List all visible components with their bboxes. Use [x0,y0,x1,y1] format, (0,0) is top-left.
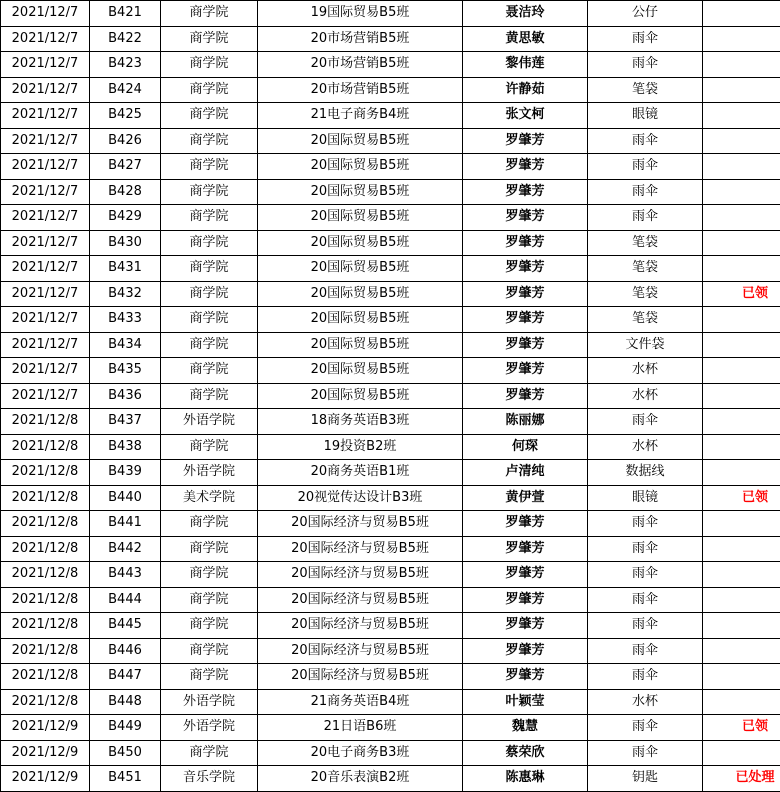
cell-date: 2021/12/8 [1,511,90,537]
cell-status: 已处理 [703,766,780,792]
cell-college: 商学院 [161,383,258,409]
cell-status [703,128,780,154]
cell-date: 2021/12/8 [1,536,90,562]
cell-item: 公仔 [588,1,703,27]
cell-name: 罗肇芳 [463,536,588,562]
cell-date: 2021/12/7 [1,128,90,154]
cell-college: 商学院 [161,740,258,766]
cell-code: B449 [90,715,161,741]
cell-name: 罗肇芳 [463,511,588,537]
cell-class: 20国际贸易B5班 [258,332,463,358]
cell-college: 商学院 [161,536,258,562]
cell-name: 黄思敏 [463,26,588,52]
cell-name: 罗肇芳 [463,281,588,307]
cell-college: 商学院 [161,205,258,231]
cell-date: 2021/12/9 [1,766,90,792]
table-row [1,128,780,154]
cell-code: B423 [90,52,161,78]
cell-date: 2021/12/7 [1,332,90,358]
cell-date: 2021/12/8 [1,613,90,639]
cell-code: B435 [90,358,161,384]
table-row [1,409,780,435]
cell-name: 蔡荣欣 [463,740,588,766]
cell-status [703,205,780,231]
cell-date: 2021/12/7 [1,281,90,307]
cell-status [703,740,780,766]
cell-code: B439 [90,460,161,486]
cell-class: 20视觉传达设计B3班 [258,485,463,511]
cell-college: 外语学院 [161,460,258,486]
cell-code: B426 [90,128,161,154]
cell-college: 商学院 [161,613,258,639]
cell-code: B445 [90,613,161,639]
cell-date: 2021/12/7 [1,1,90,27]
cell-date: 2021/12/7 [1,103,90,129]
table-row [1,205,780,231]
cell-status [703,638,780,664]
table-row [1,638,780,664]
table-row [1,740,780,766]
cell-college: 外语学院 [161,689,258,715]
cell-college: 商学院 [161,128,258,154]
cell-code: B428 [90,179,161,205]
cell-status: 已领 [703,485,780,511]
cell-date: 2021/12/8 [1,485,90,511]
cell-date: 2021/12/8 [1,638,90,664]
table-row [1,1,780,27]
table-row [1,715,780,741]
cell-item: 雨伞 [588,536,703,562]
cell-item: 笔袋 [588,307,703,333]
table-row [1,103,780,129]
cell-item: 笔袋 [588,256,703,282]
cell-name: 罗肇芳 [463,587,588,613]
cell-name: 罗肇芳 [463,332,588,358]
cell-name: 罗肇芳 [463,358,588,384]
cell-date: 2021/12/7 [1,230,90,256]
cell-code: B442 [90,536,161,562]
cell-class: 20国际经济与贸易B5班 [258,562,463,588]
table-row [1,154,780,180]
cell-item: 雨伞 [588,715,703,741]
cell-date: 2021/12/7 [1,383,90,409]
table-row [1,689,780,715]
table-row [1,536,780,562]
cell-status [703,358,780,384]
cell-college: 商学院 [161,511,258,537]
cell-name: 罗肇芳 [463,562,588,588]
cell-code: B431 [90,256,161,282]
cell-class: 21商务英语B4班 [258,689,463,715]
cell-item: 雨伞 [588,179,703,205]
cell-class: 20市场营销B5班 [258,26,463,52]
cell-date: 2021/12/8 [1,460,90,486]
cell-item: 水杯 [588,358,703,384]
cell-date: 2021/12/8 [1,664,90,690]
cell-name: 陈丽娜 [463,409,588,435]
cell-name: 罗肇芳 [463,383,588,409]
cell-date: 2021/12/8 [1,587,90,613]
cell-class: 20国际贸易B5班 [258,128,463,154]
table-row [1,26,780,52]
cell-item: 雨伞 [588,664,703,690]
cell-college: 商学院 [161,230,258,256]
cell-date: 2021/12/7 [1,205,90,231]
cell-name: 陈惠琳 [463,766,588,792]
cell-status [703,587,780,613]
cell-college: 商学院 [161,587,258,613]
cell-name: 罗肇芳 [463,664,588,690]
cell-name: 罗肇芳 [463,128,588,154]
cell-status [703,230,780,256]
cell-college: 商学院 [161,358,258,384]
table-row [1,511,780,537]
table-row [1,332,780,358]
cell-item: 眼镜 [588,485,703,511]
table-row [1,434,780,460]
cell-status [703,664,780,690]
table-row [1,562,780,588]
table-row [1,77,780,103]
cell-status: 已领 [703,281,780,307]
cell-college: 商学院 [161,1,258,27]
cell-name: 卢清纯 [463,460,588,486]
cell-name: 罗肇芳 [463,230,588,256]
cell-status [703,103,780,129]
cell-class: 20电子商务B3班 [258,740,463,766]
cell-college: 商学院 [161,256,258,282]
cell-class: 20市场营销B5班 [258,77,463,103]
cell-class: 20商务英语B1班 [258,460,463,486]
cell-status [703,307,780,333]
cell-class: 20国际贸易B5班 [258,230,463,256]
cell-class: 20国际贸易B5班 [258,307,463,333]
cell-date: 2021/12/7 [1,26,90,52]
cell-class: 20国际经济与贸易B5班 [258,511,463,537]
cell-status [703,77,780,103]
cell-status [703,154,780,180]
cell-date: 2021/12/8 [1,689,90,715]
cell-class: 20国际经济与贸易B5班 [258,536,463,562]
cell-date: 2021/12/7 [1,179,90,205]
cell-date: 2021/12/9 [1,715,90,741]
cell-item: 雨伞 [588,613,703,639]
cell-class: 20市场营销B5班 [258,52,463,78]
cell-status [703,256,780,282]
table-row [1,460,780,486]
cell-class: 20国际经济与贸易B5班 [258,664,463,690]
cell-college: 商学院 [161,179,258,205]
cell-name: 聂洁玲 [463,1,588,27]
cell-college: 商学院 [161,52,258,78]
cell-item: 眼镜 [588,103,703,129]
cell-date: 2021/12/7 [1,256,90,282]
table-row [1,587,780,613]
cell-class: 20国际贸易B5班 [258,281,463,307]
table-row [1,52,780,78]
cell-date: 2021/12/7 [1,358,90,384]
cell-code: B440 [90,485,161,511]
table-body [1,1,780,792]
cell-status [703,511,780,537]
cell-college: 商学院 [161,664,258,690]
cell-item: 笔袋 [588,230,703,256]
cell-date: 2021/12/8 [1,434,90,460]
cell-item: 水杯 [588,434,703,460]
cell-item: 雨伞 [588,638,703,664]
table-row [1,485,780,511]
cell-college: 外语学院 [161,715,258,741]
cell-item: 钥匙 [588,766,703,792]
table-row [1,383,780,409]
cell-status [703,383,780,409]
cell-class: 19国际贸易B5班 [258,1,463,27]
cell-class: 20国际贸易B5班 [258,154,463,180]
cell-code: B422 [90,26,161,52]
cell-code: B450 [90,740,161,766]
table-row [1,307,780,333]
cell-code: B443 [90,562,161,588]
cell-item: 雨伞 [588,587,703,613]
cell-college: 商学院 [161,562,258,588]
cell-college: 商学院 [161,154,258,180]
cell-name: 黄伊萱 [463,485,588,511]
cell-class: 20国际经济与贸易B5班 [258,613,463,639]
cell-item: 雨伞 [588,205,703,231]
cell-code: B432 [90,281,161,307]
table-row [1,613,780,639]
cell-college: 商学院 [161,26,258,52]
cell-college: 商学院 [161,307,258,333]
cell-item: 雨伞 [588,409,703,435]
cell-item: 笔袋 [588,281,703,307]
cell-item: 雨伞 [588,511,703,537]
cell-item: 笔袋 [588,77,703,103]
cell-date: 2021/12/9 [1,740,90,766]
cell-class: 20国际经济与贸易B5班 [258,587,463,613]
cell-item: 雨伞 [588,562,703,588]
cell-code: B429 [90,205,161,231]
cell-class: 21日语B6班 [258,715,463,741]
cell-item: 水杯 [588,383,703,409]
table-row [1,664,780,690]
cell-college: 商学院 [161,103,258,129]
cell-status [703,332,780,358]
table-row [1,281,780,307]
cell-class: 20国际贸易B5班 [258,205,463,231]
cell-code: B447 [90,664,161,690]
cell-college: 外语学院 [161,409,258,435]
cell-item: 雨伞 [588,52,703,78]
cell-item: 雨伞 [588,26,703,52]
cell-college: 音乐学院 [161,766,258,792]
cell-code: B434 [90,332,161,358]
cell-class: 20国际贸易B5班 [258,179,463,205]
cell-class: 20音乐表演B2班 [258,766,463,792]
cell-name: 罗肇芳 [463,307,588,333]
cell-code: B436 [90,383,161,409]
cell-name: 罗肇芳 [463,638,588,664]
cell-status [703,409,780,435]
cell-code: B425 [90,103,161,129]
cell-date: 2021/12/8 [1,562,90,588]
cell-date: 2021/12/8 [1,409,90,435]
cell-code: B438 [90,434,161,460]
cell-status [703,179,780,205]
cell-item: 文件袋 [588,332,703,358]
cell-class: 20国际贸易B5班 [258,256,463,282]
cell-class: 21电子商务B4班 [258,103,463,129]
cell-class: 20国际经济与贸易B5班 [258,638,463,664]
cell-status [703,562,780,588]
cell-code: B427 [90,154,161,180]
cell-date: 2021/12/7 [1,52,90,78]
cell-name: 黎伟莲 [463,52,588,78]
cell-college: 商学院 [161,77,258,103]
cell-status [703,689,780,715]
cell-name: 张文柯 [463,103,588,129]
cell-name: 罗肇芳 [463,154,588,180]
cell-status [703,52,780,78]
cell-status: 已领 [703,715,780,741]
cell-status [703,460,780,486]
cell-status [703,434,780,460]
cell-code: B444 [90,587,161,613]
table-row [1,256,780,282]
cell-item: 雨伞 [588,740,703,766]
cell-code: B441 [90,511,161,537]
cell-college: 商学院 [161,332,258,358]
cell-code: B430 [90,230,161,256]
cell-status [703,613,780,639]
cell-name: 罗肇芳 [463,179,588,205]
cell-code: B433 [90,307,161,333]
cell-college: 商学院 [161,638,258,664]
cell-class: 20国际贸易B5班 [258,383,463,409]
table-row [1,358,780,384]
cell-item: 数据线 [588,460,703,486]
cell-code: B451 [90,766,161,792]
cell-class: 18商务英语B3班 [258,409,463,435]
cell-item: 雨伞 [588,128,703,154]
cell-college: 商学院 [161,434,258,460]
cell-college: 美术学院 [161,485,258,511]
cell-status [703,26,780,52]
cell-class: 20国际贸易B5班 [258,358,463,384]
cell-name: 叶颖莹 [463,689,588,715]
cell-status [703,1,780,27]
cell-college: 商学院 [161,281,258,307]
cell-name: 罗肇芳 [463,613,588,639]
cell-date: 2021/12/7 [1,154,90,180]
cell-code: B424 [90,77,161,103]
cell-name: 罗肇芳 [463,256,588,282]
cell-item: 水杯 [588,689,703,715]
cell-date: 2021/12/7 [1,307,90,333]
cell-status [703,536,780,562]
cell-code: B448 [90,689,161,715]
cell-code: B446 [90,638,161,664]
cell-name: 罗肇芳 [463,205,588,231]
cell-date: 2021/12/7 [1,77,90,103]
cell-class: 19投资B2班 [258,434,463,460]
table-row [1,179,780,205]
cell-name: 何琛 [463,434,588,460]
cell-name: 魏慧 [463,715,588,741]
cell-name: 许静茹 [463,77,588,103]
cell-code: B421 [90,1,161,27]
table-row [1,230,780,256]
table-row [1,766,780,792]
cell-item: 雨伞 [588,154,703,180]
cell-code: B437 [90,409,161,435]
